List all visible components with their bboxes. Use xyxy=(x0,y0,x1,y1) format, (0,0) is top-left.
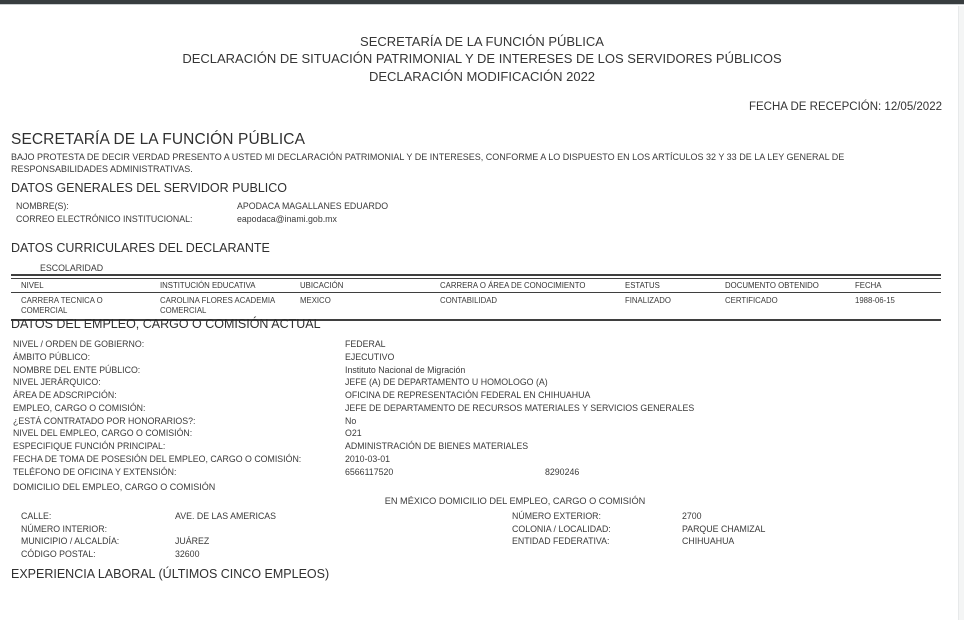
field-label: NIVEL DEL EMPLEO, CARGO O COMISIÓN: xyxy=(13,428,193,439)
top-dark-bar xyxy=(0,0,964,5)
table-header-documento: DOCUMENTO OBTENIDO xyxy=(725,281,819,290)
field-row-telefono xyxy=(13,467,943,480)
title-line-1: SECRETARÍA DE LA FUNCIÓN PÚBLICA xyxy=(360,34,604,49)
field-value: ADMINISTRACIÓN DE BIENES MATERIALES xyxy=(345,441,529,451)
field-row-orden-gobierno xyxy=(13,339,943,352)
section-heading-datos-curriculares: DATOS CURRICULARES DEL DECLARANTE xyxy=(11,241,270,255)
table-header-institucion: INSTITUCIÓN EDUCATIVA xyxy=(160,281,256,290)
field-label: NIVEL JERÁRQUICO: xyxy=(13,377,101,388)
field-row-nivel-jerarquico xyxy=(13,377,943,390)
field-label: NOMBRE DEL ENTE PÚBLICO: xyxy=(13,364,141,375)
title-line-3: DECLARACIÓN MODIFICACIÓN 2022 xyxy=(368,68,596,84)
field-value: JEFE DE DEPARTAMENTO DE RECURSOS MATERIALES Y SERVICIOS GENERALES xyxy=(345,402,695,413)
field-label: COLONIA / LOCALIDAD: xyxy=(512,523,611,534)
table-cell-carrera: CONTABILIDAD xyxy=(440,296,498,305)
field-row-ente-publico xyxy=(13,365,943,378)
table-cell-estatus: FINALIZADO xyxy=(625,296,671,305)
domicilio-right-fields xyxy=(512,511,952,549)
table-header-ubicacion: UBICACIÓN xyxy=(300,281,344,290)
field-row-ambito-publico xyxy=(13,352,943,365)
field-value: AVE. DE LAS AMERICAS xyxy=(175,511,277,521)
field-row-numero-interior xyxy=(21,524,491,537)
table-row xyxy=(11,293,941,319)
empleo-actual-fields xyxy=(13,339,943,479)
field-row-correo xyxy=(16,214,936,227)
field-label: ENTIDAD FEDERATIVA: xyxy=(512,536,610,546)
field-row-numero-exterior xyxy=(512,511,952,524)
table-header-carrera: CARRERA O ÁREA DE CONOCIMIENTO xyxy=(440,281,586,290)
field-row-calle xyxy=(21,511,491,524)
field-label: EMPLEO, CARGO O COMISIÓN: xyxy=(13,402,146,413)
document-title-block xyxy=(0,33,964,85)
field-label: ÁREA DE ADSCRIPCIÓN: xyxy=(13,390,117,400)
phone-number: 6566117520 xyxy=(345,466,394,477)
field-row-nombre xyxy=(16,201,936,214)
field-value: 2700 xyxy=(682,511,702,521)
field-value xyxy=(345,467,579,477)
phone-extension: 8290246 xyxy=(545,466,580,477)
subsection-heading-domicilio: DOMICILIO DEL EMPLEO, CARGO O COMISIÓN xyxy=(13,482,216,492)
field-row-municipio xyxy=(21,536,491,549)
field-value: O21 xyxy=(345,428,362,439)
section-heading-datos-generales: DATOS GENERALES DEL SERVIDOR PUBLICO xyxy=(11,181,288,195)
field-row-area-adscripcion xyxy=(13,390,943,403)
field-value: Instituto Nacional de Migración xyxy=(345,364,466,375)
field-value: OFICINA DE REPRESENTACIÓN FEDERAL EN CHIHUAHUA xyxy=(345,390,591,400)
reception-date: FECHA DE RECEPCIÓN: 12/05/2022 xyxy=(748,101,942,113)
field-row-colonia xyxy=(512,524,952,537)
field-label: NIVEL / ORDEN DE GOBIERNO: xyxy=(13,339,145,349)
table-header-row xyxy=(11,279,941,293)
escolaridad-table-inner xyxy=(11,278,941,319)
field-value: 2010-03-01 xyxy=(345,453,390,464)
domicilio-left-fields xyxy=(21,511,491,561)
table-cell-institucion: CAROLINA FLORES ACADEMIA COMERCIAL xyxy=(160,296,275,315)
table-header-estatus: ESTATUS xyxy=(625,281,660,290)
field-row-funcion-principal xyxy=(13,441,943,454)
escolaridad-table xyxy=(11,274,941,321)
field-value: EJECUTIVO xyxy=(345,351,395,362)
section-heading-sfp: SECRETARÍA DE LA FUNCIÓN PÚBLICA xyxy=(11,131,306,148)
field-label: ESPECIFIQUE FUNCIÓN PRINCIPAL: xyxy=(13,441,166,451)
field-value: 32600 xyxy=(175,548,200,559)
field-label: NOMBRE(S): xyxy=(16,201,69,211)
field-row-codigo-postal xyxy=(21,549,491,562)
field-label: MUNICIPIO / ALCALDÍA: xyxy=(21,536,120,546)
field-label: TELÉFONO DE OFICINA Y EXTENSIÓN: xyxy=(13,466,177,477)
table-cell-ubicacion: MEXICO xyxy=(300,296,331,305)
field-row-fecha-posesion xyxy=(13,454,943,467)
field-value: APODACA MAGALLANES EDUARDO xyxy=(237,201,389,211)
oath-text: BAJO PROTESTA DE DECIR VERDAD PRESENTO A USTED MI DECLARACIÓN PATRIMONIAL Y DE INTERESES, CONFORME A LO DISPUESTO EN LOS ARTÍCULOS 32 Y 33 DE LA LEY GENERAL DE RESPONSABILIDADES ADMINISTRATIVAS. xyxy=(11,152,845,174)
field-value: No xyxy=(345,415,357,426)
field-label: FECHA DE TOMA DE POSESIÓN DEL EMPLEO, CARGO O COMISIÓN: xyxy=(13,453,302,464)
table-cell-nivel: CARRERA TECNICA O COMERCIAL xyxy=(21,296,103,315)
field-label: CORREO ELECTRÓNICO INSTITUCIONAL: xyxy=(16,214,193,225)
table-header-nivel: NIVEL xyxy=(21,281,44,290)
section-heading-experiencia-laboral: EXPERIENCIA LABORAL (ÚLTIMOS CINCO EMPLEOS) xyxy=(11,567,330,581)
datos-generales-fields xyxy=(16,201,936,227)
field-value: JUÁREZ xyxy=(175,536,210,546)
section-heading-empleo-actual: DATOS DEL EMPLEO, CARGO O COMISIÓN ACTUAL xyxy=(11,317,321,331)
field-value: CHIHUAHUA xyxy=(682,536,735,546)
field-row-entidad-federativa xyxy=(512,536,952,549)
escolaridad-label: ESCOLARIDAD xyxy=(40,263,104,273)
field-row-honorarios xyxy=(13,416,943,429)
field-value: JEFE (A) DE DEPARTAMENTO U HOMOLOGO (A) xyxy=(345,377,548,388)
table-header-fecha: FECHA xyxy=(855,281,882,290)
table-cell-fecha: 1988-06-15 xyxy=(855,296,895,305)
field-value: PARQUE CHAMIZAL xyxy=(682,523,766,534)
field-label: CÓDIGO POSTAL: xyxy=(21,548,96,559)
title-line-2: DECLARACIÓN DE SITUACIÓN PATRIMONIAL Y DE INTERESES DE LOS SERVIDORES PÚBLICOS xyxy=(182,51,782,67)
field-value: eapodaca@inami.gob.mx xyxy=(237,214,337,225)
field-value: FEDERAL xyxy=(345,339,386,349)
page-right-edge xyxy=(958,6,964,620)
table-cell-documento: CERTIFICADO xyxy=(725,296,778,305)
field-label: NÚMERO EXTERIOR: xyxy=(512,511,601,521)
field-label: NÚMERO INTERIOR: xyxy=(21,523,108,534)
mexico-domicilio-heading: EN MÉXICO DOMICILIO DEL EMPLEO, CARGO O COMISIÓN xyxy=(384,496,646,506)
field-label: CALLE: xyxy=(21,511,52,521)
field-label: ÁMBITO PÚBLICO: xyxy=(13,351,91,362)
field-row-empleo-cargo xyxy=(13,403,943,416)
field-row-nivel-empleo xyxy=(13,428,943,441)
field-label: ¿ESTÁ CONTRATADO POR HONORARIOS?: xyxy=(13,415,196,426)
